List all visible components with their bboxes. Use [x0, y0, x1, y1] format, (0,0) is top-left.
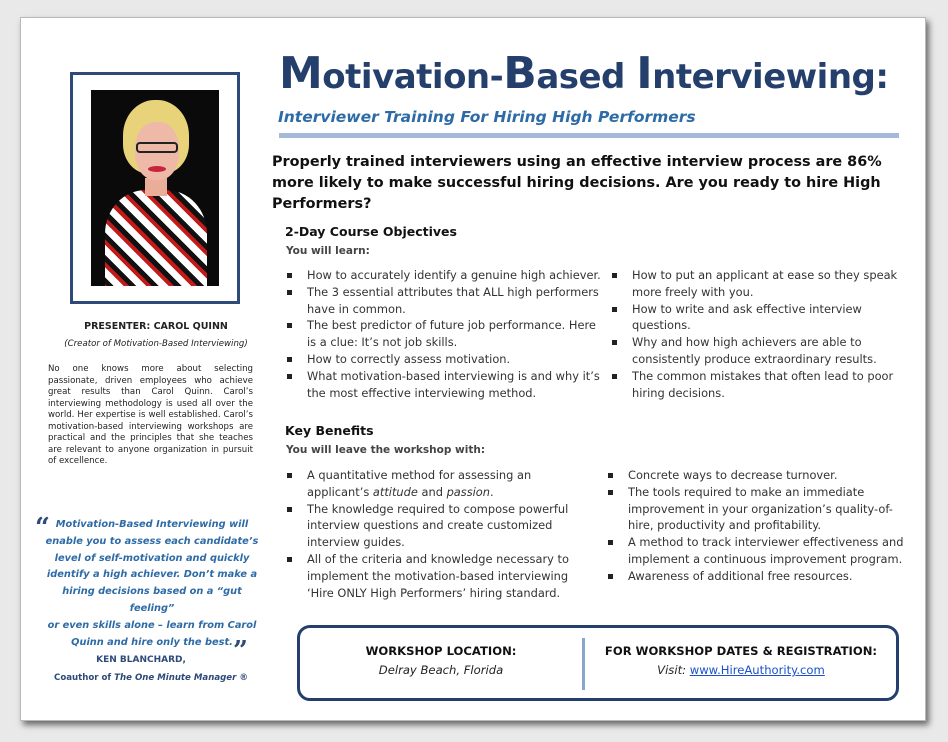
- role-prefix: Coauthor of: [54, 673, 115, 683]
- benefit-text: .: [490, 484, 494, 499]
- presenter-photo-frame: [70, 72, 240, 304]
- open-quote-icon: “: [35, 513, 50, 543]
- subtitle: Interviewer Training For Hiring High Performers: [278, 108, 696, 126]
- quote-line: enable you to assess each candidate’s: [45, 535, 259, 547]
- photo-dress-shape: [105, 190, 207, 286]
- quote-line: identify a high achiever. Don’t make a: [46, 569, 258, 581]
- flyer-page: [20, 17, 926, 721]
- title-segment: ased: [536, 57, 637, 97]
- title-capital: B: [503, 48, 537, 99]
- quote-line: Quinn and hire only the best.: [71, 636, 233, 648]
- list-item: [287, 467, 597, 501]
- quote-line: hiring decisions based on a “gut feeling”: [62, 586, 242, 614]
- benefit-emphasis: passion: [446, 484, 490, 499]
- benefits-heading: Key Benefits: [285, 423, 374, 438]
- role-book-title: The One Minute Manager: [114, 673, 237, 683]
- presenter-creator-note: (Creator of Motivation-Based Interviewing): [64, 339, 248, 349]
- list-item: How to put an applicant at ease so they speak more freely with you.: [612, 267, 902, 301]
- list-item: The knowledge required to compose powerful interview questions and create customized interview guides.: [287, 501, 597, 551]
- registration-visit: [585, 663, 897, 677]
- testimonial-quote: [45, 517, 259, 651]
- objectives-heading: 2-Day Course Objectives: [285, 224, 457, 239]
- list-item: The common mistakes that often lead to poor hiring decisions.: [612, 368, 902, 402]
- photo-glasses-shape: [136, 142, 178, 153]
- main-title: [279, 48, 888, 99]
- workshop-info-box: [297, 625, 899, 701]
- registration-link[interactable]: www.HireAuthority.com: [689, 663, 825, 677]
- lead-statement: Properly trained interviewers using an effective interview process are 86% more likely to make successful hiring decisions. Are you ready to hire High Performers?: [272, 154, 882, 212]
- title-segment: otivation-: [322, 57, 504, 97]
- benefits-list-left: [287, 467, 597, 601]
- list-item: The best predictor of future job performance. Here is a clue: It’s not job skills.: [287, 317, 605, 351]
- benefit-emphasis: attitude: [372, 484, 418, 499]
- objectives-intro: You will learn:: [286, 245, 370, 257]
- title-rule-divider: [279, 133, 899, 138]
- photo-lips-shape: [148, 166, 166, 172]
- list-item: The 3 essential attributes that ALL high performers have in common.: [287, 284, 605, 318]
- list-item: The tools required to make an immediate improvement in your organization’s quality-of-hire, productivity and profitability.: [608, 484, 906, 534]
- quote-author: KEN BLANCHARD,: [96, 655, 186, 665]
- list-item: Awareness of additional free resources.: [608, 568, 906, 585]
- list-item: A method to track interviewer effectiveness and implement a continuous improvement program.: [608, 534, 906, 568]
- benefits-intro: You will leave the workshop with:: [286, 444, 486, 456]
- presenter-bio: No one knows more about selecting passionate, driven employees who achieve great results than Carol Quinn. Carol’s interviewing methodology is used all over the world. Her expertise is well established. Carol’s motivation-based interviewing workshops are practical and the principles that she teaches are relevant to anyone organization in pursuit of excellence.: [48, 364, 253, 466]
- quote-author-role: [41, 673, 261, 683]
- presenter-heading: PRESENTER: CAROL QUINN: [84, 321, 228, 332]
- objectives-list-right: [612, 267, 902, 401]
- title-segment: nterviewing:: [652, 57, 889, 97]
- role-suffix: ®: [236, 673, 248, 683]
- list-item: Concrete ways to decrease turnover.: [608, 467, 906, 484]
- quote-line: or even skills alone – learn from Carol: [47, 619, 257, 631]
- list-item: How to correctly assess motivation.: [287, 351, 605, 368]
- objectives-list-left: [287, 267, 605, 401]
- list-item: What motivation-based interviewing is and why it’s the most effective interviewing method.: [287, 368, 605, 402]
- list-item: Why and how high achievers are able to consistently produce extraordinary results.: [612, 334, 902, 368]
- quote-line: level of self-motivation and quickly: [54, 552, 250, 564]
- benefits-list-right: [608, 467, 906, 585]
- list-item: All of the criteria and knowledge necessary to implement the motivation-based interviewing ‘Hire ONLY High Performers’ hiring standard.: [287, 551, 597, 601]
- close-quote-icon: ”: [233, 636, 248, 666]
- presenter-photo: [91, 90, 219, 286]
- location-heading: WORKSHOP LOCATION:: [365, 644, 517, 658]
- location-value: Delray Beach, Florida: [378, 663, 504, 677]
- list-item: How to write and ask effective interview questions.: [612, 301, 902, 335]
- photo-neck-shape: [145, 178, 167, 196]
- visit-label: Visit:: [657, 663, 690, 677]
- registration-heading: FOR WORKSHOP DATES & REGISTRATION:: [604, 644, 878, 658]
- title-capital: M: [279, 48, 323, 99]
- benefit-text: A quantitative method for assessing an applicant’s: [307, 468, 532, 499]
- benefit-text: and: [417, 484, 447, 499]
- title-capital: I: [636, 48, 653, 99]
- quote-line: Motivation-Based Interviewing will: [55, 519, 249, 530]
- list-item: How to accurately identify a genuine high achiever.: [287, 267, 605, 284]
